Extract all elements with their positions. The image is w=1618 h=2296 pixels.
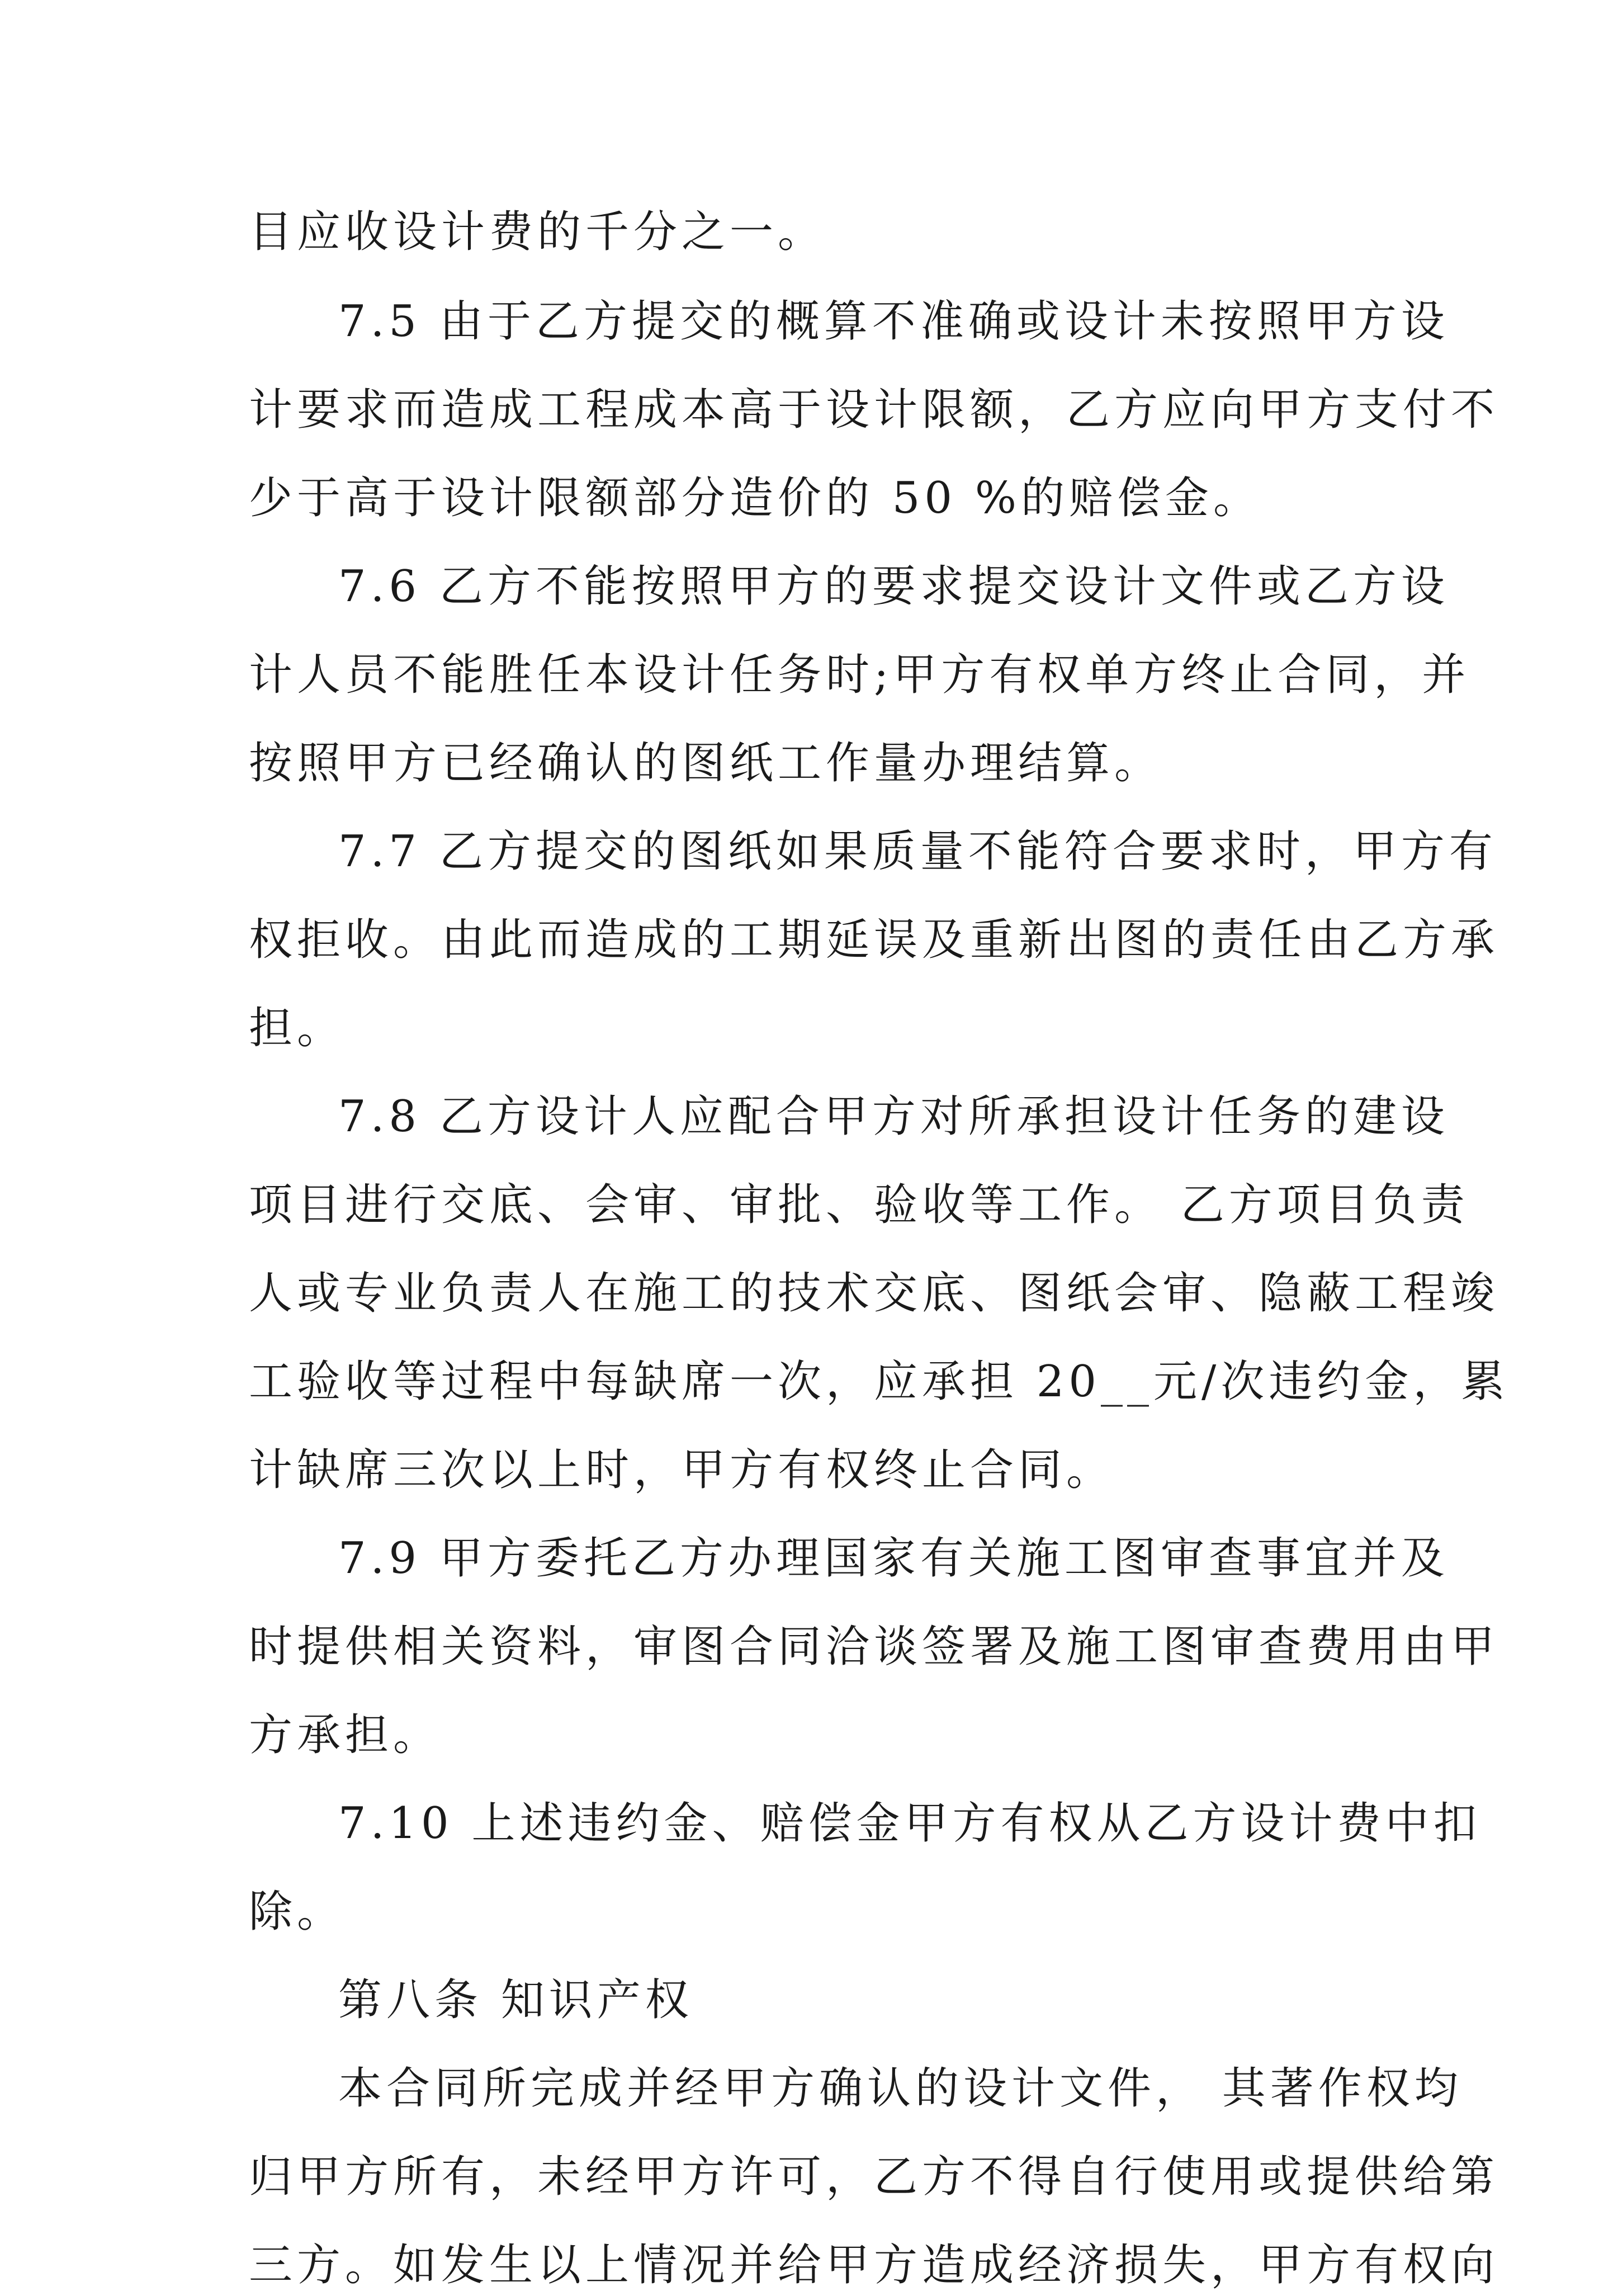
clause-7-8-line-3: 人或专业负责人在施工的技术交底、图纸会审、隐蔽工程竣 <box>249 1268 1499 1319</box>
clause-7-6-line-1: 7.6 乙方不能按照甲方的要求提交设计文件或乙方设 <box>338 561 1449 612</box>
clause-7-9-line-3: 方承担。 <box>249 1710 442 1760</box>
text-line: 目应收设计费的千分之一。 <box>249 207 826 257</box>
clause-7-8-line-4: 工验收等过程中每缺席一次，应承担 20__元/次违约金，累 <box>249 1357 1510 1407</box>
clause-7-7-line-3: 担。 <box>249 1003 346 1053</box>
clause-7-5-line-1: 7.5 由于乙方提交的概算不准确或设计未按照甲方设 <box>338 296 1449 347</box>
clause-7-5-line-3: 少于高于设计限额部分造价的 50 %的赔偿金。 <box>249 473 1261 523</box>
clause-7-6-line-3: 按照甲方已经确认的图纸工作量办理结算。 <box>249 738 1163 788</box>
article-8-line-1: 本合同所完成并经甲方确认的设计文件， 其著作权均 <box>338 2063 1463 2114</box>
clause-7-7-line-1: 7.7 乙方提交的图纸如果质量不能符合要求时，甲方有 <box>338 826 1497 877</box>
clause-7-8-line-5: 计缺席三次以上时，甲方有权终止合同。 <box>249 1445 1115 1495</box>
article-8-heading: 第八条 知识产权 <box>338 1975 693 2025</box>
clause-7-5-line-2: 计要求而造成工程成本高于设计限额，乙方应向甲方支付不 <box>249 385 1499 435</box>
clause-7-8-line-1: 7.8 乙方设计人应配合甲方对所承担设计任务的建设 <box>338 1092 1449 1142</box>
clause-7-7-line-2: 权拒收。由此而造成的工期延误及重新出图的责任由乙方承 <box>249 915 1499 965</box>
article-8-line-2: 归甲方所有，未经甲方许可，乙方不得自行使用或提供给第 <box>249 2152 1499 2202</box>
clause-7-8-line-2: 项目进行交底、会审、审批、验收等工作。 乙方项目负责 <box>249 1180 1469 1230</box>
clause-7-10-line-2: 除。 <box>249 1887 346 1937</box>
clause-7-9-line-1: 7.9 甲方委托乙方办理国家有关施工图审查事宜并及 <box>338 1533 1449 1584</box>
clause-7-6-line-2: 计人员不能胜任本设计任务时;甲方有权单方终止合同，并 <box>249 650 1470 700</box>
clause-7-10-line-1: 7.10 上述违约金、赔偿金甲方有权从乙方设计费中扣 <box>338 1798 1482 1849</box>
clause-7-9-line-2: 时提供相关资料，审图合同洽谈签署及施工图审查费用由甲 <box>249 1622 1499 1672</box>
article-8-line-3: 三方。如发生以上情况并给甲方造成经济损失，甲方有权向 <box>249 2240 1499 2290</box>
